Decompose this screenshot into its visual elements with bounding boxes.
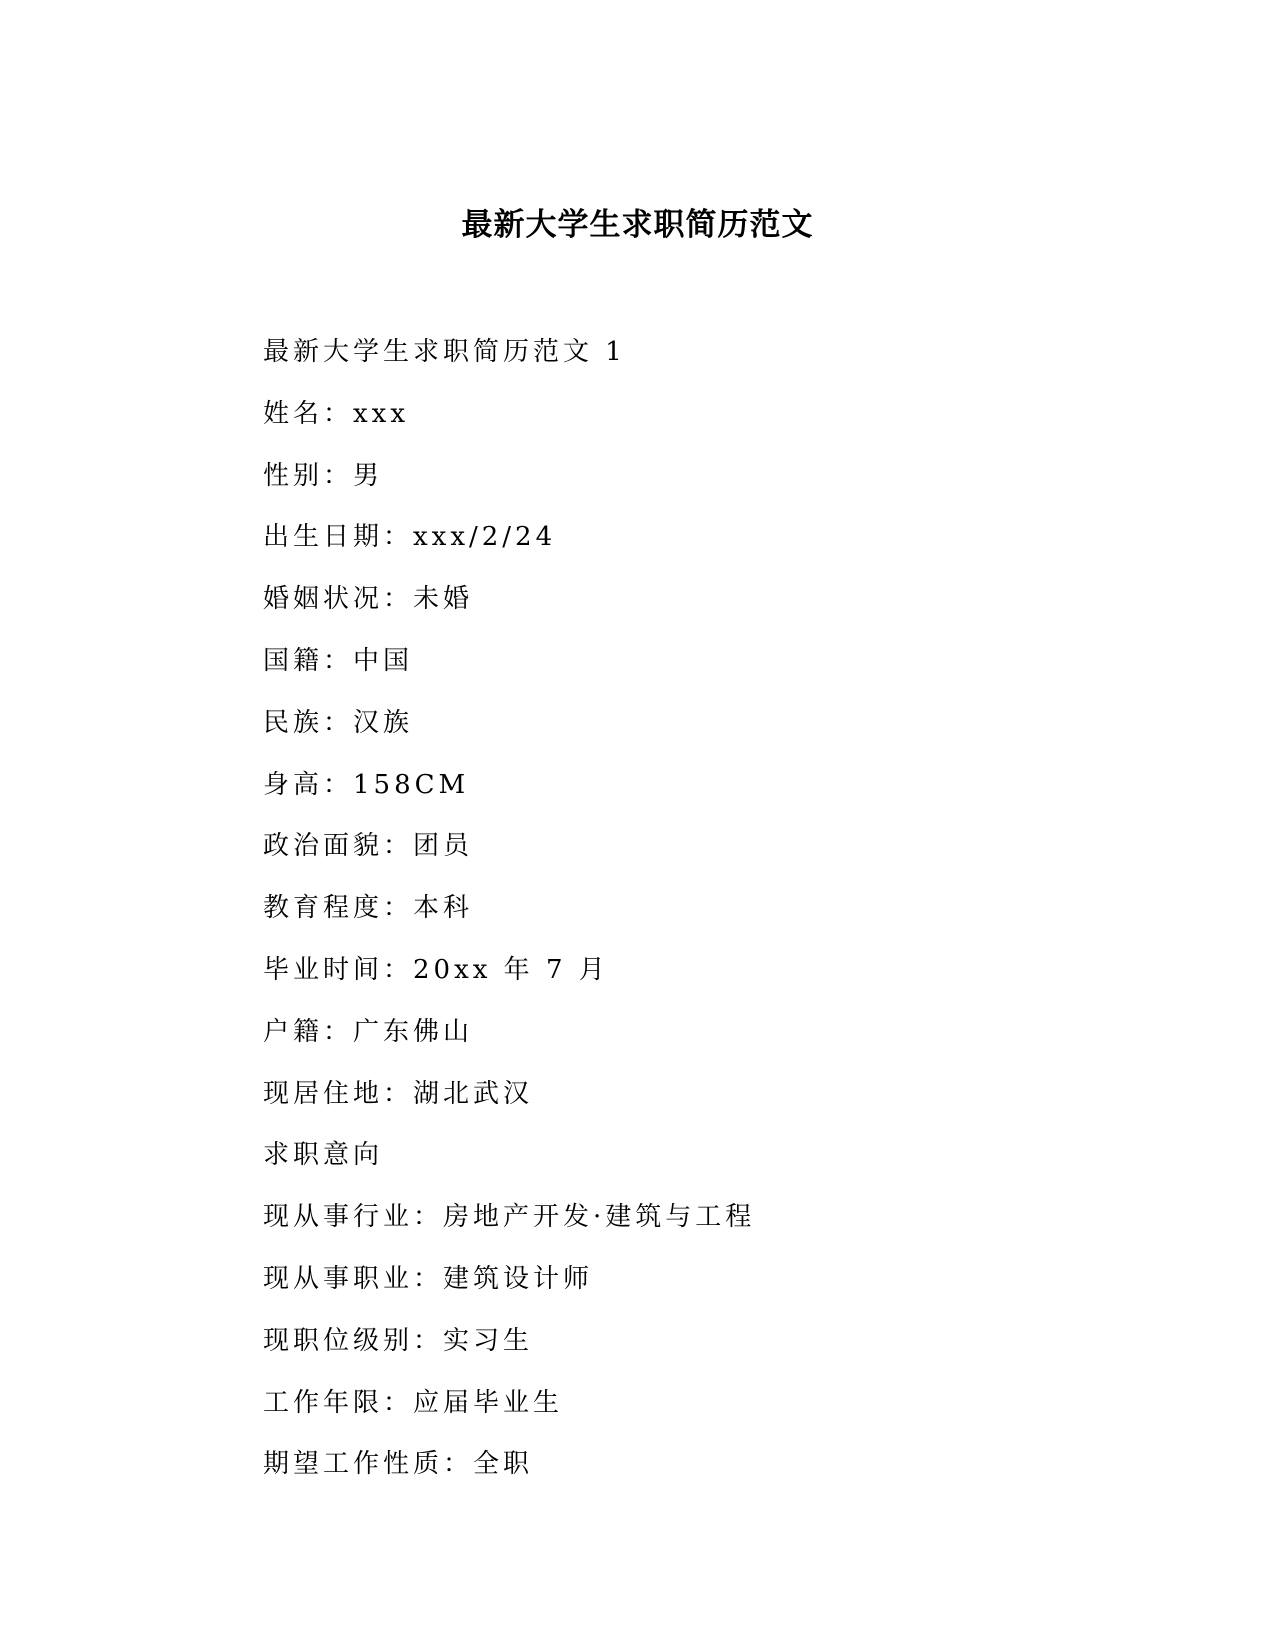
document-title: 最新大学生求职简历范文: [461, 207, 814, 243]
field-gender: 性别：男: [263, 460, 384, 491]
field-political-status: 政治面貌：团员: [263, 831, 474, 862]
field-education: 教育程度：本科: [263, 893, 474, 924]
field-current-occupation: 现从事职业：建筑设计师: [263, 1263, 594, 1294]
field-current-residence: 现居住地：湖北武汉: [263, 1078, 534, 1109]
field-birth-date: 出生日期：xxx/2/24: [263, 522, 557, 553]
field-nationality: 国籍：中国: [263, 645, 414, 676]
field-work-years: 工作年限：应届毕业生: [263, 1387, 564, 1418]
field-name: 姓名：xxx: [263, 398, 409, 429]
field-marital-status: 婚姻状况：未婚: [263, 584, 474, 615]
section-heading: 最新大学生求职简历范文 1: [263, 337, 626, 367]
field-current-industry: 现从事行业：房地产开发·建筑与工程: [263, 1202, 756, 1233]
field-ethnicity: 民族：汉族: [263, 707, 414, 738]
resume-lines: [263, 336, 755, 1510]
subsection-job-intention: 求职意向: [263, 1140, 384, 1171]
field-position-level: 现职位级别：实习生: [263, 1325, 534, 1356]
field-height: 身高：158CM: [263, 769, 470, 800]
field-graduation-time: 毕业时间：20xx 年 7 月: [263, 954, 609, 985]
field-household-registration: 户籍：广东佛山: [263, 1016, 474, 1047]
field-expected-job-type: 期望工作性质：全职: [263, 1449, 534, 1480]
